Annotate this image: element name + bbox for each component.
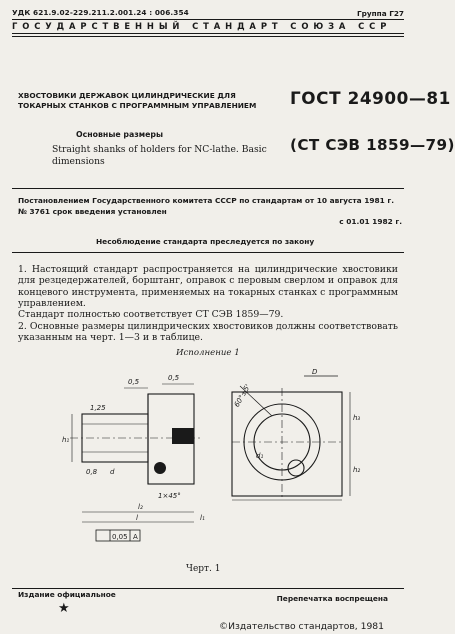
- dim-r2: 0,8: [86, 468, 98, 476]
- end-view-block: [232, 392, 342, 496]
- dim-h3: h₃: [353, 414, 361, 422]
- banner-rule-1: [12, 33, 404, 34]
- execution-label: Исполнение 1: [176, 348, 240, 358]
- official-edition: Издание официальное: [18, 590, 116, 599]
- udk-code: УДК 621.9.02-229.211.2.001.24 : 006.354: [12, 8, 189, 17]
- st-sev-number: (СТ СЭВ 1859—79): [290, 136, 455, 154]
- top-rule: [12, 19, 404, 20]
- dim-D: D: [312, 368, 318, 376]
- standard-banner: ГОСУДАРСТВЕННЫЙ СТАНДАРТ СОЮЗА ССР: [12, 21, 392, 31]
- title-english: Straight shanks of holders for NC-lathe. Basic dimensions: [52, 144, 267, 167]
- subtitle-russian: Основные размеры: [76, 130, 164, 139]
- dim-h2: h₂: [353, 466, 361, 474]
- banner-rule-2: [12, 36, 404, 37]
- end-view-pin: [288, 460, 304, 476]
- technical-drawing: [50, 362, 370, 562]
- paragraph-2: Стандарт полностью соответствует СТ СЭВ 1859—79.: [18, 309, 284, 320]
- reprint-notice: Перепечатка воспрещена: [276, 594, 388, 603]
- star-icon: ★: [58, 601, 70, 616]
- legal-notice: Несоблюдение стандарта преследуется по закону: [96, 237, 315, 246]
- paragraph-3: 2. Основные размеры цилиндрических хвостовиков должны соответствовать указанным на черт. 1—3 и в таблице.: [18, 321, 398, 344]
- dim-d: d: [110, 468, 115, 476]
- dim-l2: l₂: [138, 503, 143, 511]
- dim-tol: 0,05: [112, 533, 128, 541]
- gost-number: ГОСТ 24900—81: [290, 88, 451, 108]
- body-rule: [12, 252, 404, 253]
- dim-chamfer: 1×45°: [158, 492, 181, 500]
- paragraph-1: 1. Настоящий стандарт распространяется на цилиндрические хвостовики для резцедержателей, борштанг, оправок с перовым сверлом и оправок для концевого инструмента, применяемых на токарных станках с программным управлением.: [18, 264, 398, 310]
- section-rule: [12, 188, 404, 189]
- dim-d1: d₁: [256, 452, 264, 460]
- footer-rule: [12, 588, 404, 589]
- pin-hole: [154, 462, 166, 474]
- dim-h1: h₁: [62, 436, 70, 444]
- dim-pos: 0,5: [128, 378, 140, 386]
- group-code: Группа Г27: [357, 9, 404, 18]
- dim-r: 1,25: [90, 404, 106, 412]
- dim-angle: 60°±5': [232, 383, 253, 409]
- title-russian: ХВОСТОВИКИ ДЕРЖАВОК ЦИЛИНДРИЧЕСКИЕ ДЛЯ ТОКАРНЫХ СТАНКОВ С ПРОГРАММНЫМ УПРАВЛЕНИЕМ: [18, 91, 257, 111]
- publisher-line: ©Издательство стандартов, 1981: [218, 621, 384, 632]
- dim-l: l: [136, 514, 138, 522]
- dim-l1: l₁: [200, 514, 205, 522]
- decree-text: Постановлением Государственного комитета СССР по стандартам от 10 августа 1981 г. № 3761 срок введения установлен: [18, 196, 395, 216]
- figure-caption: Черт. 1: [186, 564, 221, 574]
- slot: [172, 428, 194, 444]
- dim-tol-ref: A: [133, 533, 138, 541]
- introduction-date: с 01.01 1982 г.: [339, 217, 402, 226]
- dim-pos-2: 0,5: [168, 374, 180, 382]
